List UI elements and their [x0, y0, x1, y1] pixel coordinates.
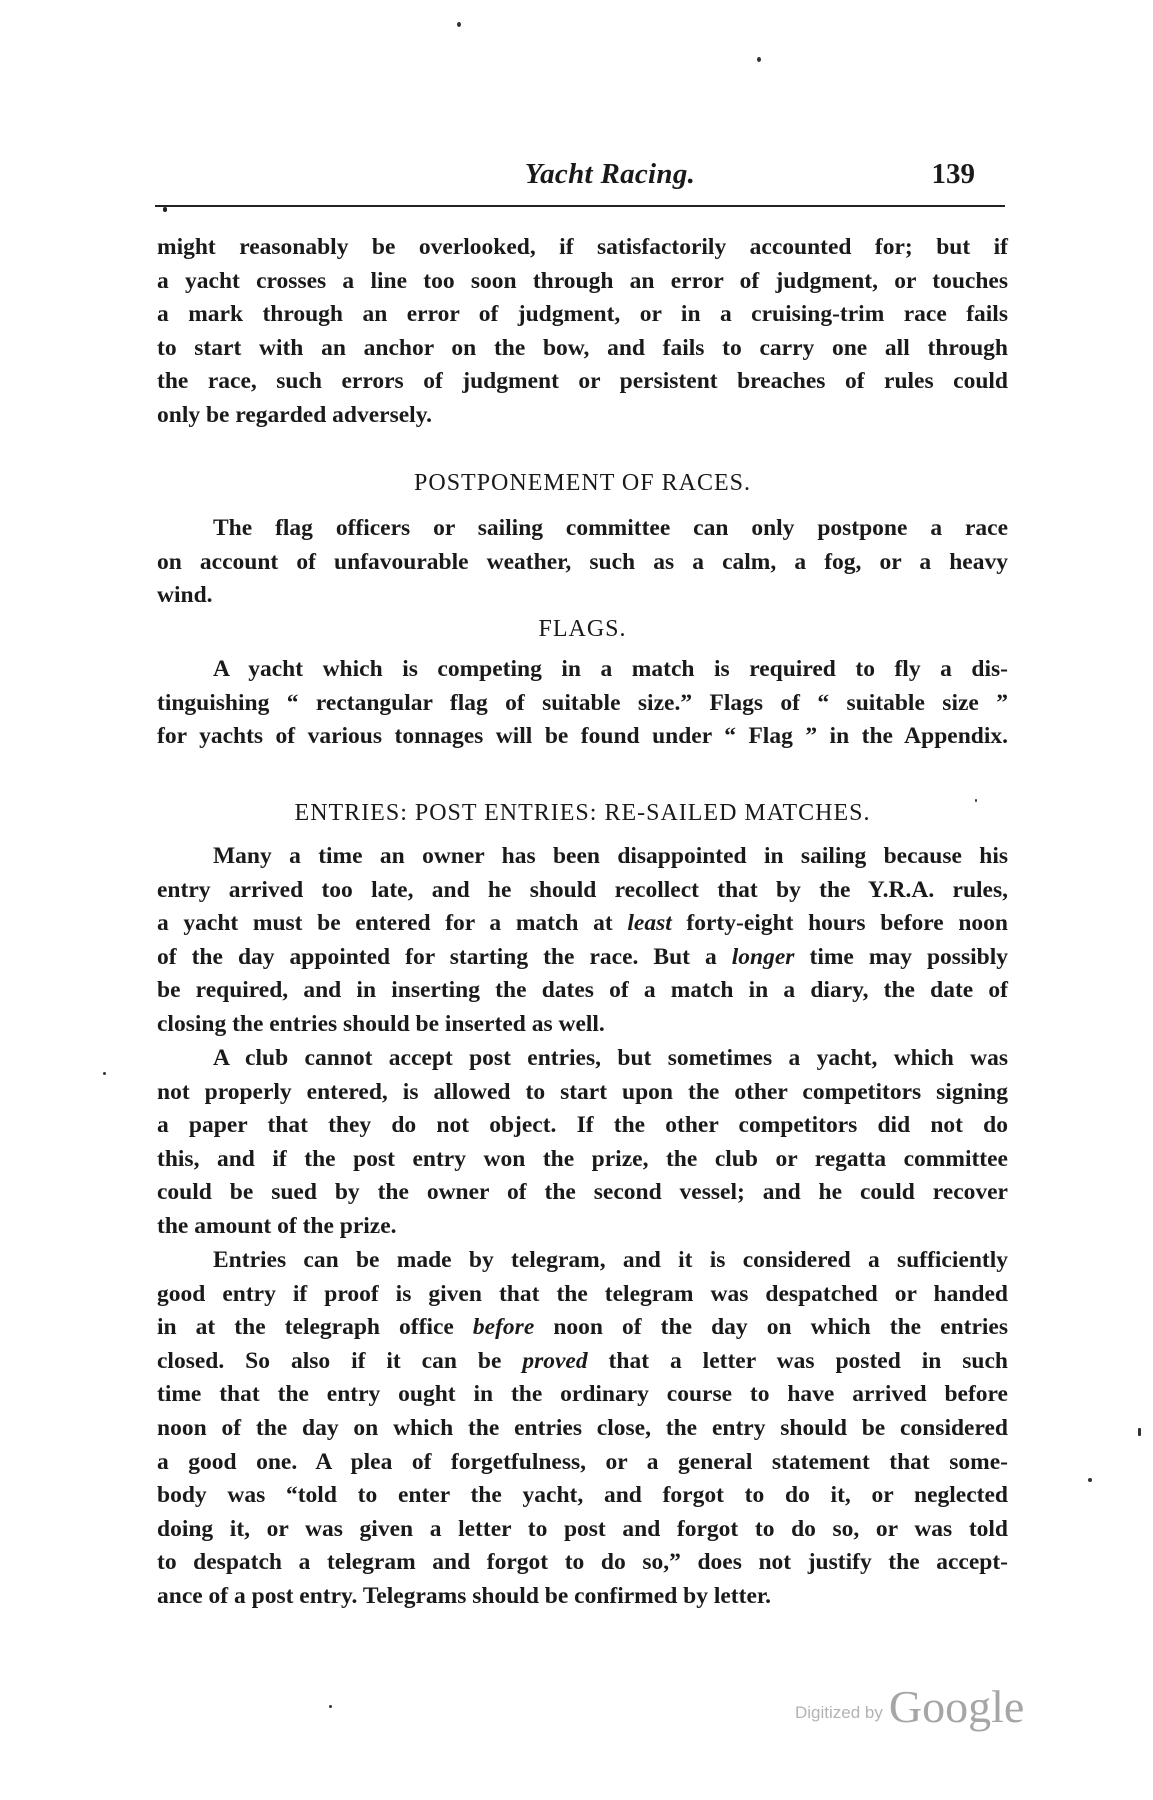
section-heading-flags: FLAGS. — [538, 616, 627, 642]
text-line: Entries can be made by telegram, and it is considered a sufficiently — [213, 1247, 1008, 1273]
text-line: a mark through an error of judgment, or in a cruising-trim race fails — [157, 301, 1008, 328]
text-line: tinguishing “ rectangular flag of suitable size.” Flags of “ suitable size ” — [157, 689, 1008, 716]
text-line: this, and if the post entry won the prize, the club or regatta committee — [157, 1145, 1008, 1172]
text-run: time may possibly — [794, 943, 1008, 970]
text-line: noon of the day on which the entries close, the entry should be considered — [157, 1414, 1008, 1441]
text-line: entry arrived too late, and he should recollect that by the Y.R.A. rules, — [157, 876, 1008, 903]
intro-paragraph — [157, 231, 1008, 433]
text-line: The flag officers or sailing committee can only postpone a race — [213, 515, 1008, 541]
text-line: to start with an anchor on the bow, and fails to carry one all through — [157, 334, 1008, 361]
text-line: Many a time an owner has been disappointed in sailing because his — [213, 843, 1008, 869]
text-line: on account of unfavourable weather, such as a calm, a fog, or a heavy — [157, 548, 1008, 575]
text-line: only be regarded adversely. — [157, 401, 433, 428]
italic-word: longer — [731, 943, 795, 970]
text-line: A club cannot accept post entries, but sometimes a yacht, which was — [213, 1045, 1008, 1071]
text-line: closing the entries should be inserted as well. — [157, 1010, 605, 1037]
entries-paragraph-1 — [157, 840, 1008, 1042]
flags-paragraph — [157, 653, 1008, 754]
scan-speck — [103, 1072, 106, 1075]
text-line: good entry if proof is given that the telegram was despatched or handed — [157, 1280, 1008, 1307]
section-heading-postponement: POSTPONEMENT OF RACES. — [414, 470, 751, 496]
text-line: might reasonably be overlooked, if satisfactorily accounted for; but if — [157, 234, 1008, 260]
text-line: the amount of the prize. — [157, 1212, 397, 1239]
italic-word: least — [627, 910, 672, 937]
digitized-by-google-watermark — [795, 1680, 1024, 1733]
text-run: in at the telegraph office — [157, 1314, 473, 1341]
text-line — [157, 941, 1008, 975]
text-line: to despatch a telegram and forgot to do so,” does not justify the accept- — [157, 1549, 1008, 1576]
text-line — [157, 1345, 1008, 1379]
text-run: closed. So also if it can be — [157, 1347, 523, 1374]
text-run: that a letter was posted in such — [587, 1347, 1008, 1374]
italic-word: proved — [522, 1347, 588, 1374]
postponement-paragraph — [157, 512, 1008, 613]
scan-speck — [1088, 1478, 1092, 1482]
text-line: A yacht which is competing in a match is required to fly a dis- — [213, 656, 1008, 682]
watermark-prefix: Digitized by — [795, 1703, 883, 1722]
text-line: a paper that they do not object. If the other competitors did not do — [157, 1112, 1008, 1139]
scan-speck — [757, 57, 761, 62]
text-line: a yacht crosses a line too soon through an error of judgment, or touches — [157, 267, 1008, 294]
text-line: doing it, or was given a letter to post and forgot to do so, or was told — [157, 1515, 1008, 1542]
text-line: not properly entered, is allowed to start upon the other competitors signing — [157, 1078, 1008, 1105]
text-line: time that the entry ought in the ordinary course to have arrived before — [157, 1381, 1008, 1408]
italic-word: before — [472, 1314, 535, 1341]
entries-paragraph-2 — [157, 1042, 1008, 1244]
scan-speck — [457, 22, 461, 27]
text-line: a good one. A plea of forgetfulness, or a general statement that some- — [157, 1448, 1008, 1475]
text-run: forty-eight hours before noon — [671, 910, 1008, 937]
text-line: for yachts of various tonnages will be found under “ Flag ” in the Appendix. — [157, 723, 1008, 750]
header-rule — [155, 205, 1005, 207]
page-number: 139 — [931, 158, 975, 190]
text-line: wind. — [157, 582, 213, 609]
section-heading-entries: ENTRIES: POST ENTRIES: RE-SAILED MATCHES. — [294, 800, 871, 826]
text-line: body was “told to enter the yacht, and forgot to do it, or neglected — [157, 1482, 1008, 1509]
running-title: Yacht Racing. — [524, 158, 696, 190]
text-line — [157, 1311, 1008, 1345]
text-run: a yacht must be entered for a match at — [157, 910, 628, 937]
google-logo-text: Google — [888, 1681, 1025, 1732]
scan-speck — [1138, 1428, 1141, 1436]
text-run: noon of the day on which the entries — [534, 1314, 1008, 1341]
entries-paragraph-3 — [157, 1244, 1008, 1614]
running-head — [155, 152, 1005, 196]
scan-speck — [329, 1705, 332, 1708]
text-line: could be sued by the owner of the second vessel; and he could recover — [157, 1179, 1008, 1206]
text-line: be required, and in inserting the dates of a match in a diary, the date of — [157, 977, 1008, 1004]
text-run: of the day appointed for starting the race. But a — [157, 943, 732, 970]
header-rule-dot — [163, 207, 167, 212]
text-line — [157, 907, 1008, 941]
text-line: ance of a post entry. Telegrams should be confirmed by letter. — [157, 1582, 772, 1609]
text-line: the race, such errors of judgment or persistent breaches of rules could — [157, 368, 1008, 395]
